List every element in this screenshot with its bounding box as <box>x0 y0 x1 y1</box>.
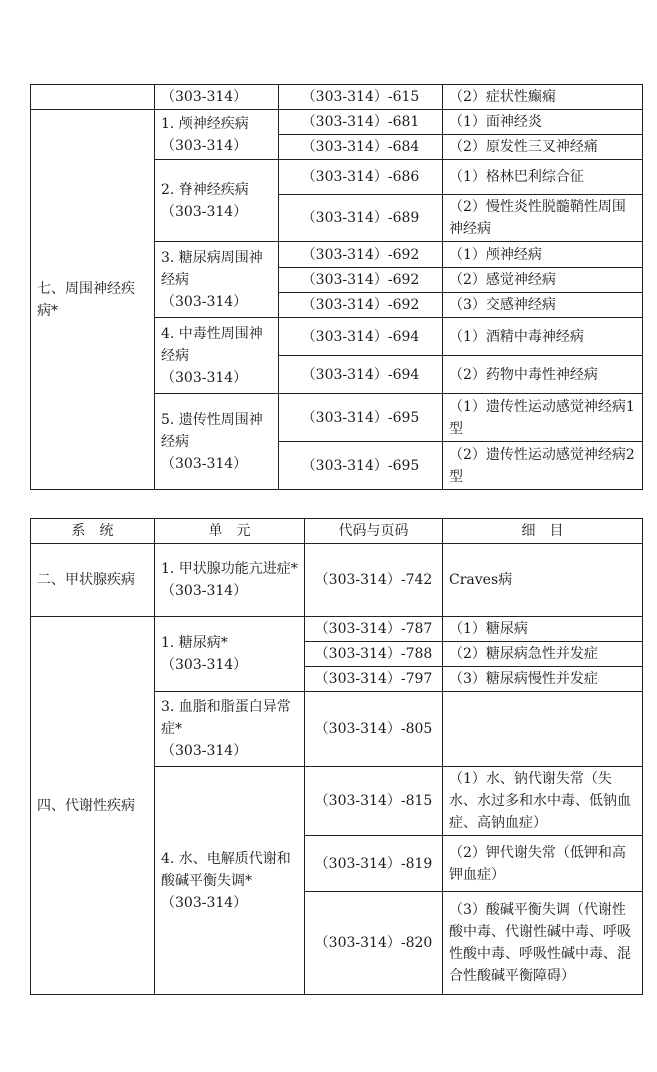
header-detail: 细 目 <box>443 519 643 544</box>
unit-cell <box>155 394 279 490</box>
unit-code-ref: （303-314） <box>161 137 248 154</box>
code-cell: （303-314）-815 <box>305 767 443 836</box>
detail-cell: （2）症状性癫痫 <box>443 85 643 110</box>
detail-cell: （2）药物中毒性神经病 <box>443 356 643 394</box>
detail-cell: （1）格林巴利综合征 <box>443 160 643 195</box>
code-cell: （303-314）-694 <box>279 356 443 394</box>
system-cell: 四、代谢性疾病 <box>31 617 155 995</box>
code-cell: （303-314）-681 <box>279 110 443 135</box>
unit-code-ref: （303-314） <box>161 455 248 472</box>
code-cell: （303-314）-797 <box>305 667 443 692</box>
detail-cell: （1）水、钠代谢失常（失水、水过多和水中毒、低钠血症、高钠血症） <box>443 767 643 836</box>
unit-code-ref: （303-314） <box>161 657 248 673</box>
table-row <box>31 85 643 110</box>
endocrine-metabolic-table <box>30 518 643 995</box>
detail-cell: （3）糖尿病慢性并发症 <box>443 667 643 692</box>
code-cell: （303-314）-689 <box>279 195 443 242</box>
code-cell: （303-314）-692 <box>279 293 443 318</box>
code-cell: （303-314）-819 <box>305 836 443 892</box>
unit-title: 1. 糖尿病* <box>161 635 228 651</box>
header-code: 代码与页码 <box>305 519 443 544</box>
unit-title: 5. 遗传性周围神经病 <box>161 411 263 450</box>
unit-cell <box>155 767 305 995</box>
unit-title: 3. 血脂和脂蛋白异常症* <box>161 699 291 737</box>
code-cell: （303-314）-692 <box>279 242 443 268</box>
unit-code-ref: （303-314） <box>161 583 248 599</box>
detail-cell: （1）遗传性运动感觉神经病1型 <box>443 394 643 442</box>
detail-cell: （1）面神经炎 <box>443 110 643 135</box>
table-cell <box>31 85 155 110</box>
detail-cell: （1）酒精中毒神经病 <box>443 318 643 356</box>
code-cell: （303-314）-615 <box>279 85 443 110</box>
code-cell: （303-314）-742 <box>305 544 443 617</box>
code-cell: （303-314）-820 <box>305 892 443 995</box>
system-cell: 二、甲状腺疾病 <box>31 544 155 617</box>
unit-code-ref: （303-314） <box>161 894 248 911</box>
detail-cell: （1）颅神经病 <box>443 242 643 268</box>
detail-cell: Craves病 <box>443 544 643 617</box>
unit-title: 4. 中毒性周围神经病 <box>161 325 263 364</box>
neuropathy-table <box>30 84 643 490</box>
table-row <box>31 110 643 135</box>
header-unit: 单 元 <box>155 519 305 544</box>
detail-cell: （1）糖尿病 <box>443 617 643 642</box>
code-cell: （303-314）-694 <box>279 318 443 356</box>
unit-cell <box>155 318 279 394</box>
system-cell: 七、周围神经疾病* <box>31 110 155 490</box>
code-cell: （303-314）-695 <box>279 442 443 490</box>
unit-code-ref: （303-314） <box>161 369 248 386</box>
code-cell: （303-314）-686 <box>279 160 443 195</box>
code-cell: （303-314）-692 <box>279 268 443 293</box>
table-row <box>31 544 643 617</box>
code-cell: （303-314）-805 <box>305 692 443 767</box>
detail-cell: （3）酸碱平衡失调（代谢性酸中毒、代谢性碱中毒、呼吸性酸中毒、呼吸性碱中毒、混合性酸碱平衡障碍） <box>443 892 643 995</box>
unit-cell <box>155 160 279 242</box>
unit-cell <box>155 617 305 692</box>
unit-code-ref: （303-314） <box>161 203 248 220</box>
unit-cell <box>155 110 279 160</box>
unit-cell <box>155 692 305 767</box>
code-cell: （303-314）-684 <box>279 135 443 160</box>
detail-cell: （2）钾代谢失常（低钾和高钾血症） <box>443 836 643 892</box>
code-cell: （303-314）-787 <box>305 617 443 642</box>
unit-title: 2. 脊神经疾病 <box>161 181 249 198</box>
code-cell: （303-314）-788 <box>305 642 443 667</box>
detail-cell <box>443 692 643 767</box>
detail-cell: （2）糖尿病急性并发症 <box>443 642 643 667</box>
unit-title: 4. 水、电解质代谢和酸碱平衡失调* <box>161 850 291 889</box>
unit-title: 3. 糖尿病周围神经病 <box>161 249 263 288</box>
detail-cell: （2）慢性炎性脱髓鞘性周围神经病 <box>443 195 643 242</box>
unit-code-ref: （303-314） <box>161 743 248 759</box>
table-row <box>31 617 643 642</box>
header-row <box>31 519 643 544</box>
unit-title: 1. 甲状腺功能亢进症* <box>161 561 298 577</box>
detail-cell: （2）感觉神经病 <box>443 268 643 293</box>
unit-title: 1. 颅神经疾病 <box>161 115 249 132</box>
unit-cell <box>155 544 305 617</box>
detail-cell: （2）原发性三叉神经痛 <box>443 135 643 160</box>
unit-code-ref: （303-314） <box>155 85 279 110</box>
unit-cell <box>155 242 279 318</box>
unit-code-ref: （303-314） <box>161 293 248 310</box>
code-cell: （303-314）-695 <box>279 394 443 442</box>
detail-cell: （2）遗传性运动感觉神经病2型 <box>443 442 643 490</box>
detail-cell: （3）交感神经病 <box>443 293 643 318</box>
header-system: 系 统 <box>31 519 155 544</box>
